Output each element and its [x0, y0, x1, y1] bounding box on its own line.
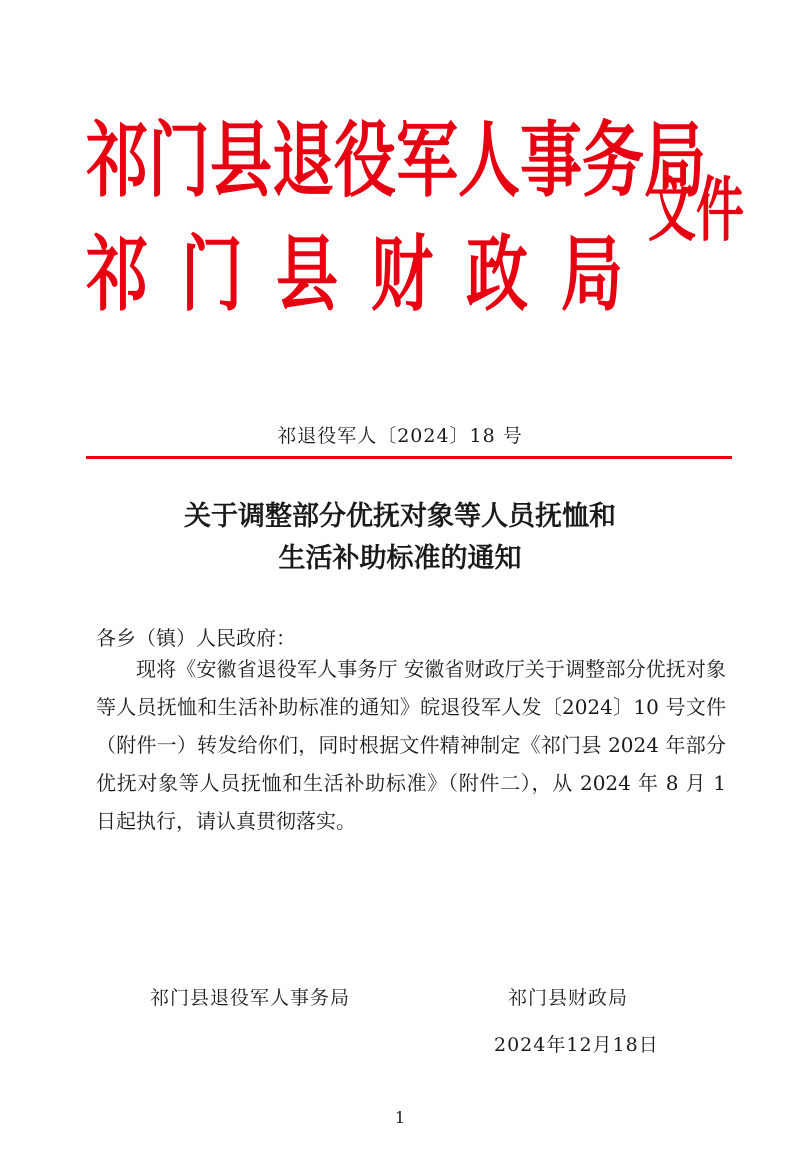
- page-number: 1: [394, 1108, 406, 1127]
- document-title-line-1: 关于调整部分优抚对象等人员抚恤和: [184, 501, 616, 532]
- red-separator-line: [86, 456, 732, 459]
- masthead-issuer-2: 祁门县财政局: [86, 226, 657, 323]
- signature-finance-bureau: 祁门县财政局: [508, 987, 629, 1009]
- salutation: 各乡（镇）人民政府：: [96, 626, 296, 650]
- document-title: [0, 496, 800, 580]
- document-number: 祁退役军人〔2024〕18 号: [277, 425, 523, 447]
- signature-date: 2024年12月18日: [494, 1034, 659, 1056]
- body-paragraph: 现将《安徽省退役军人事务厅 安徽省财政厅关于调整部分优抚对象等人员抚恤和生活补助标准的通知》皖退役军人发〔2024〕10 号文件（附件一）转发给你们，同时根据文件精神制定《祁门县 2024 年部分优抚对象等人员抚恤和生活补助标准》（附件二），从 2024 年 8 月 1 日起执行，请认真贯彻落实。: [96, 657, 726, 833]
- document-title-line-2: 生活补助标准的通知: [278, 543, 522, 574]
- masthead-wenjian: 文件: [648, 170, 745, 252]
- signature-veterans-bureau: 祁门县退役军人事务局: [150, 987, 351, 1009]
- masthead-issuer-1: 祁门县退役军人事务局: [86, 112, 707, 209]
